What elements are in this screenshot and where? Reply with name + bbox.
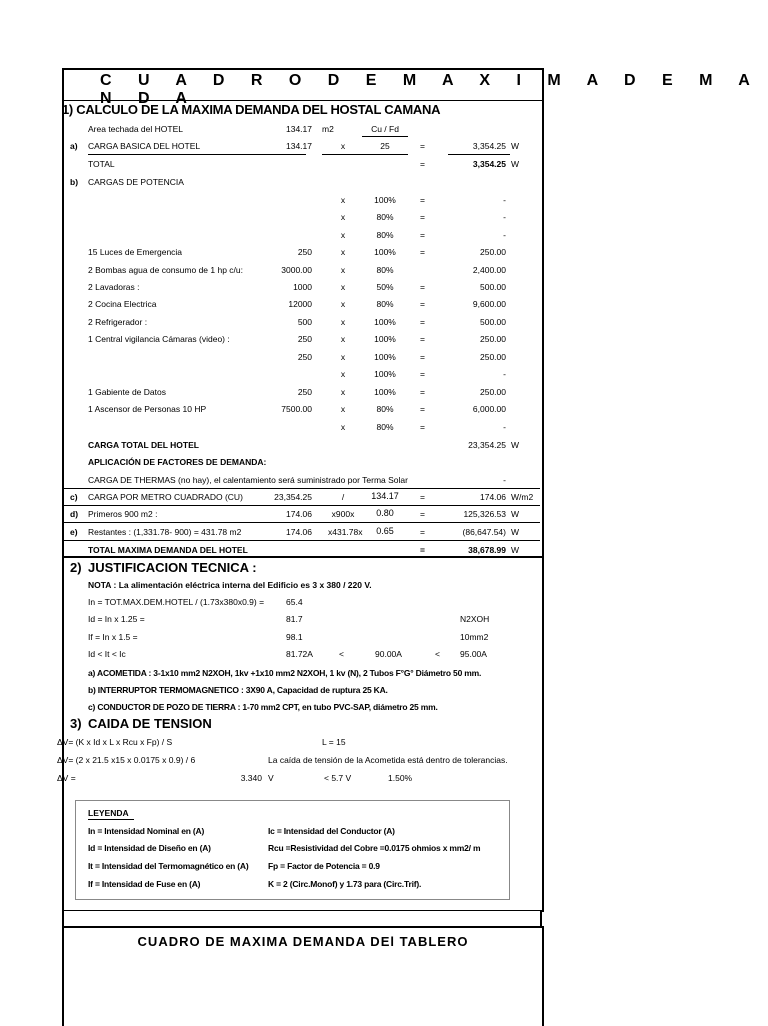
frame-gap-right (540, 910, 542, 926)
load-per-m2-label: CARGA POR METRO CUADRADO (CU) (88, 492, 243, 502)
load-row-result: 9,600.00 (472, 299, 506, 309)
spec-note: c) CONDUCTOR DE POZO DE TIERRA : 1-70 mm2 CPT, en tubo PVC-SAP, diámetro 25 mm. (88, 702, 438, 712)
section3-number: 3) (70, 716, 82, 731)
first-900m2-result: 125,326.53 (463, 509, 506, 519)
load-row-factor: 100% (374, 369, 396, 379)
load-row-factor: 100% (374, 247, 396, 257)
load-row-operator: x (340, 212, 346, 222)
load-per-m2-value: 23,354.25 (274, 492, 312, 502)
load-row-operator: x (340, 369, 346, 379)
calc-label: Id = In x 1.25 = (88, 614, 145, 624)
load-row-factor: 80% (376, 230, 394, 240)
calc-extra: 10mm2 (460, 632, 489, 642)
second-table-title: CUADRO DE MAXIMA DEMANDA DEl TABLERO (137, 934, 469, 949)
load-row-label: 1 Central vigilancia Cámaras (video) : (88, 334, 230, 344)
load-row-factor: 50% (376, 282, 394, 292)
first-900m2-equals: = (420, 509, 425, 519)
load-row-factor: 80% (376, 422, 394, 432)
formula-1: ΔV= (K x Id x L x Rcu x Fp) / S (57, 737, 173, 747)
basic-load-underline-2 (322, 154, 408, 155)
section1-heading: 1) CALCULO DE LA MAXIMA DEMANDA DEL HOSTAL CAMANA (62, 102, 441, 117)
second-table-frame (62, 926, 544, 1026)
load-row-result: 250.00 (480, 247, 506, 257)
load-row-result: 2,400.00 (472, 265, 506, 275)
load-per-m2-operator: / (341, 492, 345, 502)
load-row-result: 500.00 (480, 282, 506, 292)
calc-limit: 90.00A (375, 649, 402, 659)
basic-load-label: CARGA BASICA DEL HOTEL (88, 141, 201, 151)
basic-load-equals: = (420, 141, 425, 151)
basic-load-operator: x (340, 141, 346, 151)
total-load-label: CARGA TOTAL DEL HOTEL (88, 440, 199, 450)
max-demand-result: 38,678.99 (468, 545, 506, 555)
load-row-result: 250.00 (480, 387, 506, 397)
section2-title: JUSTIFICACION TECNICA : (88, 560, 257, 575)
basic-load-factor: 25 (380, 141, 390, 151)
load-row-value: 7500.00 (281, 404, 312, 414)
load-row-operator: x (340, 265, 346, 275)
load-row-factor: 80% (376, 404, 394, 414)
basic-load-underline-3 (448, 154, 510, 155)
max-demand-equals: = (420, 545, 425, 555)
demand-factors-heading: APLICACIÓN DE FACTORES DE DEMANDA: (88, 457, 267, 467)
load-row-value: 250 (297, 387, 312, 397)
total-equals: = (420, 159, 425, 169)
remaining-m2-letter: e) (70, 527, 78, 537)
calc-label: Id < It < Ic (88, 649, 126, 659)
load-row-label: 2 Lavadoras : (88, 282, 140, 292)
load-per-m2-result: 174.06 (480, 492, 506, 502)
max-demand-unit: W (511, 545, 520, 555)
spec-note: a) ACOMETIDA : 3-1x10 mm2 N2XOH, 1kv +1x10 mm2 N2XOH, 1 kv (N), 2 Tubos F°G° Diámetro 50 mm. (88, 668, 482, 678)
legend-left: If = Intensidad de Fuse en (A) (88, 879, 201, 889)
load-row-factor: 100% (374, 195, 396, 205)
cu-underline (362, 136, 408, 137)
remaining-m2-result: (86,647.54) (462, 527, 506, 537)
load-row-factor: 100% (374, 317, 396, 327)
document-title: C U A D R O D E M A X I M A D E M A N D A (100, 72, 761, 107)
load-row-factor: 100% (374, 387, 396, 397)
tolerance-note: La caída de tensión de la Acometida está dentro de tolerancias. (268, 755, 508, 765)
voltage-note: NOTA : La alimentación eléctrica interna del Edificio es 3 x 380 / 220 V. (88, 580, 372, 590)
power-loads-label: CARGAS DE POTENCIA (88, 177, 184, 187)
load-row-result: - (503, 369, 506, 379)
load-row-factor: 80% (376, 265, 394, 275)
load-row-label: 2 Refrigerador : (88, 317, 148, 327)
load-row-factor: 100% (374, 334, 396, 344)
load-row-result: 6,000.00 (472, 404, 506, 414)
load-row-result: - (503, 422, 506, 432)
calc-label: If = In x 1.5 = (88, 632, 138, 642)
total-load-unit: W (511, 440, 520, 450)
remaining-m2-operator: x431.78x (328, 527, 363, 537)
load-row-label: 1 Gabiente de Datos (88, 387, 166, 397)
load-row-operator: x (340, 422, 346, 432)
load-row-label: 2 Bombas agua de consumo de 1 hp c/u: (88, 265, 243, 275)
first-900m2-letter: d) (70, 509, 79, 519)
calc-compare-2: < (435, 649, 440, 659)
load-row-factor: 100% (374, 352, 396, 362)
load-row-equals: = (420, 317, 425, 327)
legend-right: K = 2 (Circ.Monof) y 1.73 para (Circ.Trif). (268, 879, 422, 889)
legend-left: It = Intensidad del Termomagnético en (A) (88, 861, 249, 871)
power-loads-letter: b) (70, 177, 79, 187)
remaining-m2-value: 174.06 (286, 527, 312, 537)
calc-value: 81.72A (286, 649, 313, 659)
load-row-equals: = (420, 195, 425, 205)
first-900m2-unit: W (511, 509, 520, 519)
first-900m2-factor: 0.80 (376, 508, 394, 518)
section3-title: CAIDA DE TENSION (88, 716, 212, 731)
load-row-equals: = (420, 422, 425, 432)
remaining-m2-equals: = (420, 527, 425, 537)
load-row-operator: x (340, 387, 346, 397)
load-row-equals: = (420, 334, 425, 344)
basic-load-value: 134.17 (286, 141, 312, 151)
section2-number: 2) (70, 560, 82, 575)
calc-extra: N2XOH (460, 614, 490, 624)
load-row-label: 15 Luces de Emergencia (88, 247, 183, 257)
calc-value: 81.7 (286, 614, 303, 624)
load-row-operator: x (340, 317, 346, 327)
row-divider (62, 540, 540, 541)
load-row-equals: = (420, 212, 425, 222)
load-row-value: 250 (297, 334, 312, 344)
area-value: 134.17 (286, 124, 312, 134)
area-unit: m2 (322, 124, 334, 134)
basic-load-letter: a) (70, 141, 78, 151)
load-per-m2-factor: 134.17 (371, 491, 399, 501)
row-divider (62, 522, 540, 523)
row-divider (62, 488, 540, 489)
load-row-value: 1000 (293, 282, 312, 292)
load-row-operator: x (340, 247, 346, 257)
load-row-equals: = (420, 352, 425, 362)
length-value: L = 15 (322, 737, 346, 747)
load-row-value: 250 (297, 247, 312, 257)
load-row-label: 1 Ascensor de Personas 10 HP (88, 404, 207, 414)
legend-left: Id = Intensidad de Diseño en (A) (88, 843, 211, 853)
load-per-m2-letter: c) (70, 492, 78, 502)
first-900m2-label: Primeros 900 m2 : (88, 509, 158, 519)
max-demand-label: TOTAL MAXIMA DEMANDA DEL HOTEL (88, 545, 248, 555)
voltage-limit: < 5.7 V (324, 773, 352, 783)
load-row-operator: x (340, 299, 346, 309)
calc-value: 98.1 (286, 632, 303, 642)
load-row-equals: = (420, 404, 425, 414)
frame-gap-left (62, 910, 64, 926)
load-row-value: 12000 (288, 299, 312, 309)
load-row-equals: = (420, 299, 425, 309)
row-divider (62, 505, 540, 506)
load-row-value: 3000.00 (281, 265, 312, 275)
load-row-equals: = (420, 387, 425, 397)
calc-compare: < (339, 649, 344, 659)
load-row-equals: = (420, 369, 425, 379)
load-row-equals: = (420, 247, 425, 257)
legend-title-underline (88, 819, 134, 820)
load-row-result: 500.00 (480, 317, 506, 327)
first-900m2-operator: x900x (331, 509, 355, 519)
calc-value: 65.4 (286, 597, 303, 607)
frame-gap-line (62, 910, 542, 911)
title-divider (62, 100, 542, 101)
legend-title: LEYENDA (88, 808, 129, 818)
load-row-value: 500 (297, 317, 312, 327)
voltage-drop-value: 3.340 (240, 773, 262, 783)
load-row-operator: x (340, 352, 346, 362)
legend-right: Rcu =Resistividad del Cobre =0.0175 ohmios x mm2/ m (268, 843, 481, 853)
legend-right: Fp = Factor de Potencia = 0.9 (268, 861, 380, 871)
load-row-operator: x (340, 195, 346, 205)
cu-header: Cu / Fd (371, 124, 399, 134)
load-per-m2-unit: W/m2 (511, 492, 534, 502)
load-row-result: 250.00 (480, 334, 506, 344)
max-demand-divider (62, 556, 542, 558)
load-row-result: - (503, 212, 506, 222)
formula-2: ΔV= (2 x 21.5 x15 x 0.0175 x 0.9) / 6 (57, 755, 196, 765)
legend-left: In = Intensidad Nominal en (A) (88, 826, 205, 836)
spec-note: b) INTERRUPTOR TERMOMAGNETICO : 3X90 A, Capacidad de ruptura 25 KA. (88, 685, 388, 695)
load-row-operator: x (340, 404, 346, 414)
legend-right: Ic = Intensidad del Conductor (A) (268, 826, 395, 836)
load-row-value: 250 (297, 352, 312, 362)
voltage-drop-unit: V (268, 773, 274, 783)
load-row-equals: = (420, 230, 425, 240)
thermas-label: CARGA DE THERMAS (no hay), el calentamiento será suministrado por Terma Solar (88, 475, 408, 485)
calc-extra: 95.00A (460, 649, 487, 659)
remaining-m2-unit: W (511, 527, 520, 537)
load-per-m2-equals: = (420, 492, 425, 502)
formula-3: ΔV = (57, 773, 76, 783)
basic-load-unit: W (511, 141, 520, 151)
total-load-result: 23,354.25 (468, 440, 506, 450)
load-row-label: 2 Cocina Electrica (88, 299, 157, 309)
area-label: Area techada del HOTEL (88, 124, 183, 134)
total-result: 3,354.25 (472, 159, 506, 169)
load-row-equals: = (420, 282, 425, 292)
load-row-factor: 80% (376, 212, 394, 222)
voltage-drop-percent: 1.50% (388, 773, 413, 783)
basic-load-underline (88, 154, 306, 155)
total-label: TOTAL (88, 159, 115, 169)
load-row-operator: x (340, 282, 346, 292)
thermas-result: - (503, 475, 506, 485)
remaining-m2-factor: 0.65 (376, 526, 394, 536)
remaining-m2-label: Restantes : (1,331.78- 900) = 431.78 m2 (88, 527, 242, 537)
load-row-operator: x (340, 230, 346, 240)
document-frame (62, 68, 544, 912)
calc-label: In = TOT.MAX.DEM.HOTEL / (1.73x380x0.9) = (88, 597, 265, 607)
load-row-result: - (503, 195, 506, 205)
load-row-operator: x (340, 334, 346, 344)
first-900m2-value: 174.06 (286, 509, 312, 519)
total-unit: W (511, 159, 520, 169)
load-row-result: - (503, 230, 506, 240)
load-row-result: 250.00 (480, 352, 506, 362)
load-row-factor: 80% (376, 299, 394, 309)
basic-load-result: 3,354.25 (472, 141, 506, 151)
